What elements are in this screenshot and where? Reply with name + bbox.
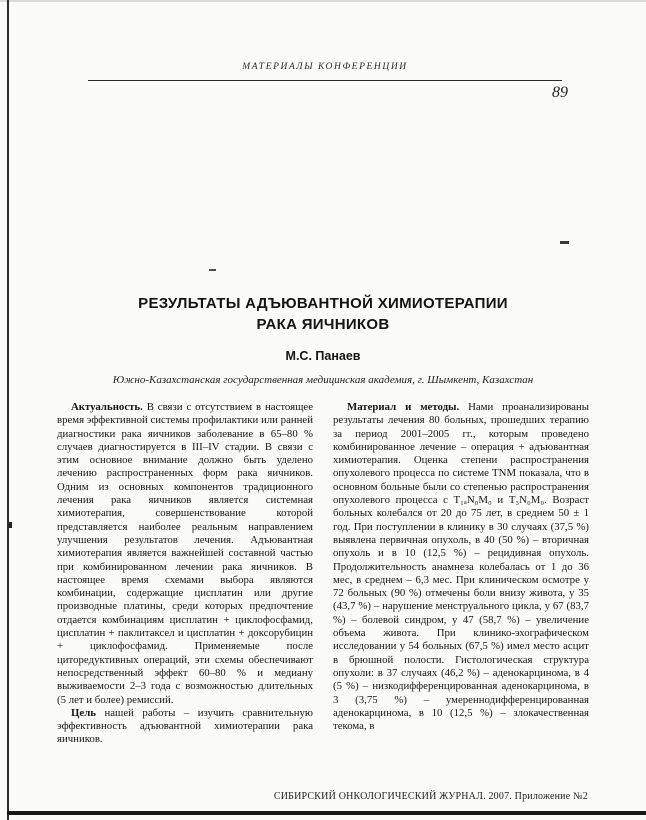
article-title — [57, 293, 589, 335]
paragraph-text: нашей работы – изучить сравнительную эффективность адъювантной химиотерапии рака яичников. — [57, 706, 313, 746]
running-head: МАТЕРИАЛЫ КОНФЕРЕНЦИИ — [242, 62, 408, 72]
page-number: 89 — [552, 84, 568, 101]
paragraph-tsel — [57, 707, 313, 747]
article-title-line1: РЕЗУЛЬТАТЫ АДЪЮВАНТНОЙ ХИМИОТЕРАПИИ — [138, 295, 508, 312]
article-author: М.С. Панаев — [285, 349, 361, 363]
paragraph-text: В связи с отсутствием в настоящее время эффективной системы профилактики или ранней диагностики рака яичников заболевание в 65–80 % случаев диагностируется в III–IV стадии. В связи с этим основное внимание должно быть уделено лечению распространенных форм рака яичников. Одним из основных компонентов традиционного лечения рака яичников является системная химиотерапия, совершенствование которой представляется наиболее реальным направлением улучшения результатов лечения. Адъювантная химиотерапия является важнейшей составной частью при комбинированном лечении рака яичников. В настоящее время схемами выбора являются комбинации, содержащие цисплатин или другие производные платины, среди которых предпочтение отдается комбинациям цисплатин + циклофосфамид, цисплатин + паклитаксел и цисплатин + доксорубицин + циклофосфамид. Применяемые после циторедуктивных операций, эти схемы обеспечивают непосредственный эффект 60–80 % и медиану выживаемости 2–3 года с возможностью длительных (5 лет и более) ремиссий. — [57, 401, 313, 706]
column-right — [333, 401, 589, 792]
paragraph-lead: Актуальность. — [71, 401, 143, 413]
paragraph-lead: Материал и методы. — [347, 401, 460, 413]
article-title-line2: РАКА ЯИЧНИКОВ — [256, 316, 390, 333]
paragraph-lead: Цель — [71, 706, 96, 719]
paragraph-material-metody — [333, 401, 589, 733]
paragraph-aktualnost — [57, 401, 313, 707]
scan-border-bottom — [7, 811, 646, 815]
paragraph-text: Нами проанализированы результаты лечения 80 больных, прошедших терапию за период 2001–2005 гг., которым проведено комбинированное лечение – операция + адъювантная химиотерапия. Оценка степени распространения опухолевого процесса по системе TNM показала, что в основном больные были со степенью распространения опухолевого процесса с T₁ₐN₀M₀ и T₃N₀M₀. Возраст больных колебался от 20 до 75 лет, в среднем 50 ± 1 год. При поступлении в клинику в 30 случаях (37,5 %) выявлена первичная опухоль, в 40 (50 %) – вторичная опухоль и в 10 (12,5 %) – рецидивная опухоль. Продолжительность анамнеза колебалась от 1 до 36 мес, в среднем – 6,3 мес. При клиническом осмотре у 72 больных (90 %) отмечены боли внизу живота, у 35 (43,7 %) – нарушение менструального цикла, у 67 (83,7 %) – болевой синдром, у 47 (58,7 %) – увеличение объема живота. При клинико-эхографическом исследовании у 54 больных (67,5 %) имел место асцит в брюшной полости. Гистологическая структура опухоли: в 37 случаях (46,2 %) – аденокарцинома, в 4 (5 %) – низкодифференцированная аденокарцинома, в 3 (3,75 %) – умереннодифференцированная аденокарцинома, в 10 (12,5 %) – злокачественная текома, в — [333, 401, 589, 733]
scan-edge-top — [0, 0, 646, 2]
header-rule — [88, 80, 562, 81]
scan-border-left — [7, 0, 9, 820]
scan-artifact-dash — [560, 241, 569, 244]
scan-artifact-dash — [209, 269, 216, 271]
journal-footer: СИБИРСКИЙ ОНКОЛОГИЧЕСКИЙ ЖУРНАЛ. 2007. Приложение №2 — [273, 791, 588, 802]
article-affiliation: Южно-Казахстанская государственная медицинская академия, г. Шымкент, Казахстан — [112, 374, 534, 386]
article-body — [57, 401, 589, 792]
scan-artifact-speck — [9, 522, 12, 528]
column-left — [57, 401, 313, 792]
